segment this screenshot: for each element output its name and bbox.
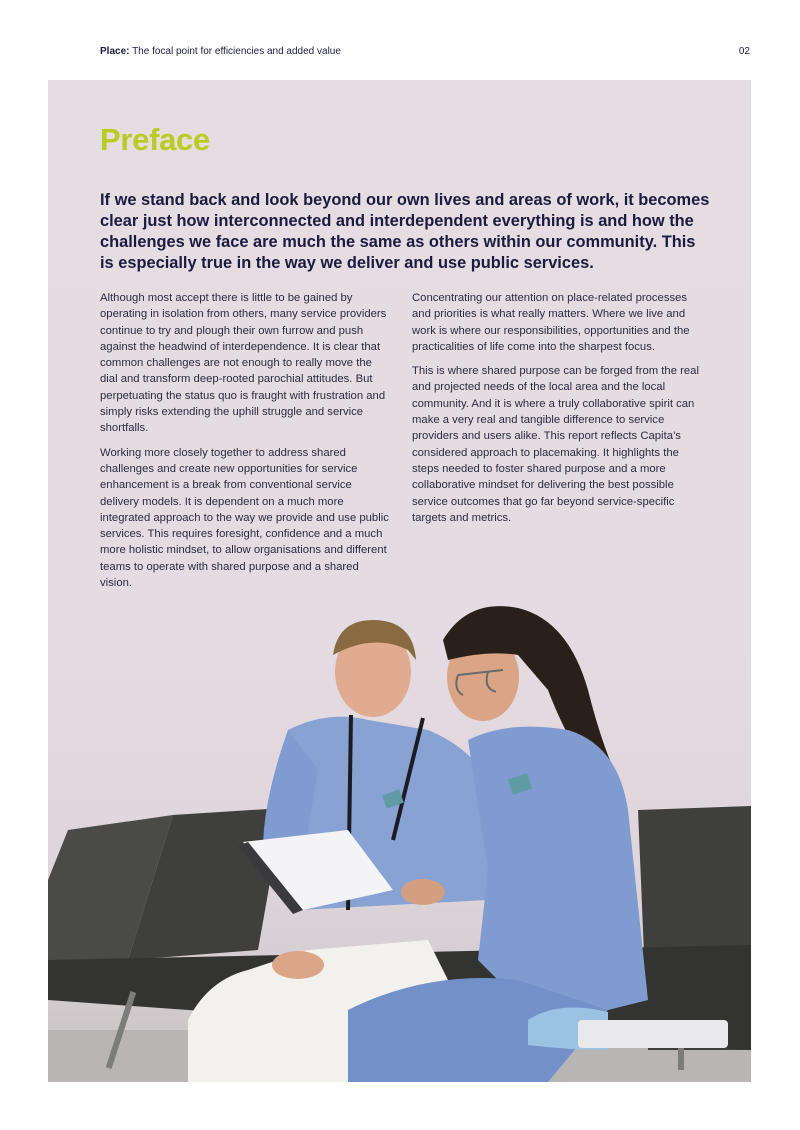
header-label: Place:: [100, 46, 130, 57]
intro-paragraph: If we stand back and look beyond our own lives and areas of work, it becomes clear just how interconnected and interdependent everything is and how the challenges we face are much the same as others within our community. This is especially true in the way we deliver and use public services.: [100, 191, 710, 272]
page-title: Preface: [100, 122, 210, 157]
body-paragraph: Working more closely together to address shared challenges and create new opportunities for service enhancement is a break from conventional service delivery models. It is dependent on a much more integrated approach to the way we provide and use public services. This requires foresight, confidence and a much more holistic mindset, to allow organisations and different teams to operate with shared purpose and a shared vision.: [100, 446, 389, 590]
body-paragraph: Although most accept there is little to be gained by operating in isolation from others, many service providers continue to try and plough their own furrow and push against the headwind of interdependence. It is clear that common challenges are not enough to really move the dial and transform deep-rooted parochial attitudes. But perpetuating the status quo is fraught with frustration and simply risks extending the uphill struggle and service shortfalls.: [100, 292, 387, 435]
running-header: [100, 46, 750, 60]
hero-panel: [48, 80, 751, 1082]
body-paragraph: Concentrating our attention on place-related processes and priorities is what really matters. Where we live and work is where our responsibilities, opportunities and the practicalities of life come into the sharpest focus.: [412, 292, 690, 353]
nurses-photo: [48, 580, 751, 1082]
right-column: [412, 290, 704, 534]
body-paragraph: This is where shared purpose can be forged from the real and projected needs of the local area and the local community. And it is where a truly collaborative spirit can make a very real and tangible difference to service providers and users alike. This report reflects Capita’s considered approach to placemaking. It highlights the steps needed to foster shared purpose and a more collaborative mindset for delivering the best possible service outcomes that go far beyond service-specific targets and metrics.: [412, 365, 699, 524]
page-number: 02: [738, 46, 750, 57]
header-subtitle: The focal point for efficiencies and added value: [132, 46, 341, 57]
left-column: [100, 290, 392, 599]
